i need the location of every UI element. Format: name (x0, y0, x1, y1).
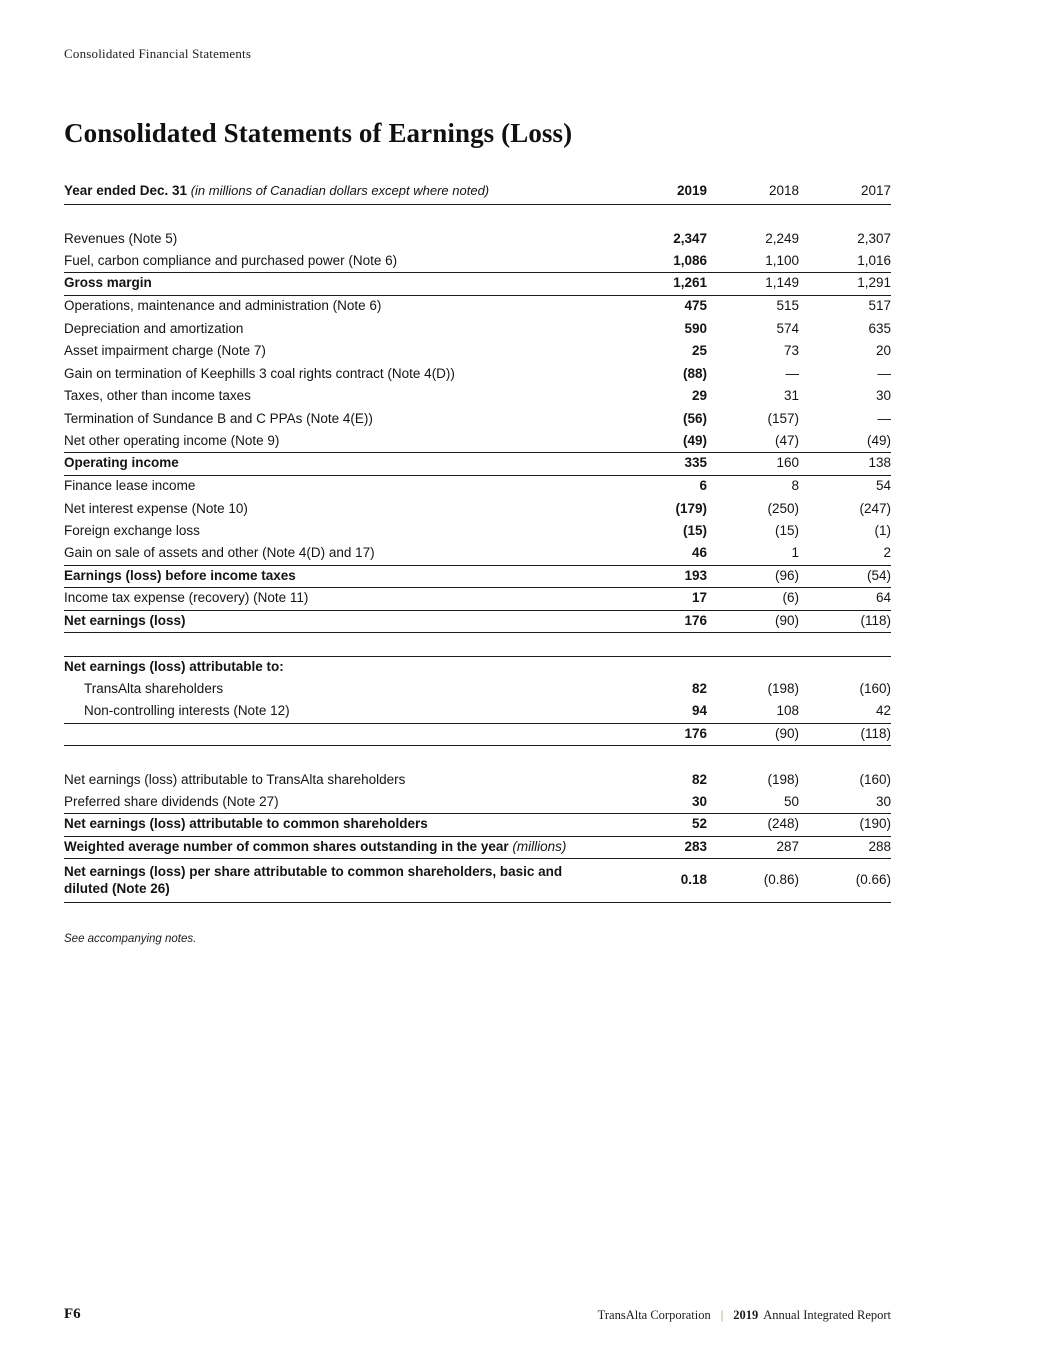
row-label: Preferred share dividends (Note 27) (64, 793, 279, 809)
table-row (64, 363, 891, 386)
earnings-statement-table (64, 183, 891, 903)
value-2018: 160 (776, 455, 799, 471)
row-label: Non-controlling interests (Note 12) (84, 703, 290, 719)
row-label: Income tax expense (recovery) (Note 11) (64, 590, 309, 606)
value-2018: (198) (767, 681, 799, 697)
value-2019: 176 (684, 612, 707, 628)
value-2017: — (877, 410, 891, 426)
value-2019: 335 (684, 455, 707, 471)
page-footer (64, 1306, 891, 1323)
table-row (64, 837, 891, 860)
footer-report-title (598, 1308, 891, 1323)
document-section-label: Consolidated Financial Statements (64, 46, 252, 61)
value-2019: 30 (691, 793, 707, 809)
table-row (64, 408, 891, 431)
value-2017: 635 (868, 320, 891, 336)
page-number: F6 (64, 1306, 81, 1322)
page-title: Consolidated Statements of Earnings (Loss) (64, 118, 573, 148)
footer-company-name: TransAlta Corporation (597, 1308, 711, 1322)
value-2017: 54 (875, 478, 891, 494)
value-2018: 31 (783, 388, 799, 404)
value-2018: 2,249 (765, 230, 799, 246)
table-spacer-row (64, 205, 891, 228)
value-2019: (179) (675, 500, 707, 516)
value-2019: 2,347 (673, 230, 707, 246)
value-2019: (56) (682, 410, 707, 426)
row-label-unit-note: (millions) (508, 838, 567, 854)
table-header-label-bold: Year ended Dec. 31 (64, 183, 188, 199)
table-row (64, 611, 891, 634)
value-2017: (49) (866, 432, 891, 448)
value-2019: 1,086 (673, 252, 707, 268)
row-label: Net earnings (loss) (64, 612, 186, 628)
row-label: Net earnings (loss) attributable to: (64, 659, 284, 675)
table-header-label-note: (in millions of Canadian dollars except where noted) (187, 183, 490, 199)
value-2017: (190) (859, 816, 891, 832)
value-2018: (0.86) (763, 872, 799, 888)
value-2018: 73 (783, 343, 799, 359)
table-row (64, 701, 891, 724)
value-2017: 30 (875, 793, 891, 809)
table-row (64, 251, 891, 274)
value-2017: 138 (868, 455, 891, 471)
row-label: Net earnings (loss) attributable to TransAlta shareholders (64, 771, 406, 787)
table-row (64, 792, 891, 815)
value-2017: 42 (875, 703, 891, 719)
value-2018: (96) (774, 567, 799, 583)
value-2017: 2,307 (857, 230, 891, 246)
value-2017: 517 (868, 298, 891, 314)
value-2017: 30 (875, 388, 891, 404)
value-2019: 0.18 (680, 872, 707, 888)
table-row (64, 588, 891, 611)
table-spacer-row (64, 746, 891, 769)
table-row (64, 521, 891, 544)
value-2019: 25 (691, 343, 707, 359)
value-2017: — (877, 365, 891, 381)
row-label: Net interest expense (Note 10) (64, 500, 248, 516)
table-spacer-row (64, 633, 891, 656)
table-row (64, 656, 891, 679)
row-label: Net earnings (loss) per share attributable to common shareholders, basic and diluted (Note 26) (64, 863, 563, 896)
value-2019: 46 (691, 545, 707, 561)
row-label: Operating income (64, 455, 179, 471)
value-2019: 176 (684, 725, 707, 741)
table-row (64, 296, 891, 319)
row-label: Fuel, carbon compliance and purchased power (Note 6) (64, 252, 398, 268)
table-row (64, 273, 891, 296)
value-2017: 1,291 (857, 275, 891, 291)
value-2018: 1 (791, 545, 799, 561)
table-row (64, 228, 891, 251)
row-label: Foreign exchange loss (64, 523, 200, 539)
value-2018: 50 (783, 793, 799, 809)
table-header-label (64, 183, 615, 200)
value-2018: 1,149 (765, 275, 799, 291)
table-row (64, 814, 891, 837)
table-row (64, 859, 891, 903)
table-row (64, 341, 891, 364)
column-header-2018: 2018 (768, 183, 799, 199)
value-2018: 108 (776, 703, 799, 719)
value-2018: — (785, 365, 799, 381)
footer-report-year: 2019 (733, 1308, 759, 1322)
row-label: Operations, maintenance and administration (Note 6) (64, 298, 382, 314)
row-label: Termination of Sundance B and C PPAs (Note 4(E)) (64, 410, 373, 426)
table-row (64, 318, 891, 341)
table-body (64, 205, 891, 903)
table-header-row (64, 183, 891, 205)
table-row (64, 498, 891, 521)
value-2018: (248) (767, 816, 799, 832)
value-2018: (90) (774, 725, 799, 741)
table-row (64, 431, 891, 454)
column-header-2017: 2017 (860, 183, 891, 199)
row-label: TransAlta shareholders (84, 681, 224, 697)
value-2019: 82 (691, 681, 707, 697)
value-2018: (6) (782, 590, 799, 606)
table-row (64, 386, 891, 409)
value-2019: 283 (684, 838, 707, 854)
value-2019: (49) (682, 432, 707, 448)
value-2018: (47) (774, 432, 799, 448)
value-2018: (15) (774, 523, 799, 539)
row-label: Depreciation and amortization (64, 320, 244, 336)
table-row (64, 476, 891, 499)
value-2019: 94 (691, 703, 707, 719)
value-2017: 288 (868, 838, 891, 854)
value-2017: 1,016 (857, 252, 891, 268)
value-2018: (157) (767, 410, 799, 426)
value-2017: (118) (860, 725, 891, 741)
value-2019: 590 (684, 320, 707, 336)
row-label: Net other operating income (Note 9) (64, 432, 280, 448)
value-2017: (118) (860, 612, 891, 628)
value-2017: (160) (859, 771, 891, 787)
value-2019: 82 (691, 771, 707, 787)
row-label: Revenues (Note 5) (64, 230, 178, 246)
value-2018: 574 (776, 320, 799, 336)
value-2018: 8 (791, 478, 799, 494)
value-2019: 193 (684, 567, 707, 583)
value-2019: 475 (684, 298, 707, 314)
value-2019: 6 (699, 478, 707, 494)
row-label: Net earnings (loss) attributable to common shareholders (64, 816, 428, 832)
value-2018: (198) (767, 771, 799, 787)
table-row (64, 543, 891, 566)
value-2017: (247) (859, 500, 891, 516)
value-2017: 2 (883, 545, 891, 561)
accompanying-notes-text: See accompanying notes. (64, 933, 197, 945)
row-label: Taxes, other than income taxes (64, 388, 251, 404)
value-2019: (15) (682, 523, 707, 539)
table-row (64, 679, 891, 702)
value-2017: 64 (875, 590, 891, 606)
footer-separator: | (720, 1308, 724, 1322)
value-2018: 515 (776, 298, 799, 314)
value-2019: (88) (682, 365, 707, 381)
footer-report-name: Annual Integrated Report (763, 1308, 891, 1322)
value-2018: 1,100 (765, 252, 799, 268)
value-2019: 17 (691, 590, 707, 606)
value-2019: 29 (691, 388, 707, 404)
value-2018: 287 (776, 838, 799, 854)
value-2019: 1,261 (673, 275, 707, 291)
row-label: Asset impairment charge (Note 7) (64, 343, 266, 359)
table-row (64, 566, 891, 589)
row-label: Gross margin (64, 275, 152, 291)
row-label: Weighted average number of common shares outstanding in the year (millions) (64, 838, 567, 854)
value-2017: (160) (859, 681, 891, 697)
value-2017: (1) (874, 523, 891, 539)
value-2017: (0.66) (855, 872, 891, 888)
row-label: Earnings (loss) before income taxes (64, 567, 296, 583)
table-row (64, 724, 891, 747)
row-label: Gain on termination of Keephills 3 coal rights contract (Note 4(D)) (64, 365, 455, 381)
column-header-2019: 2019 (676, 183, 707, 199)
value-2018: (90) (774, 612, 799, 628)
table-row (64, 453, 891, 476)
value-2017: (54) (866, 567, 891, 583)
row-label: Gain on sale of assets and other (Note 4(D) and 17) (64, 545, 375, 561)
row-label: Finance lease income (64, 478, 196, 494)
table-row (64, 769, 891, 792)
value-2019: 52 (691, 816, 707, 832)
value-2018: (250) (767, 500, 799, 516)
value-2017: 20 (875, 343, 891, 359)
